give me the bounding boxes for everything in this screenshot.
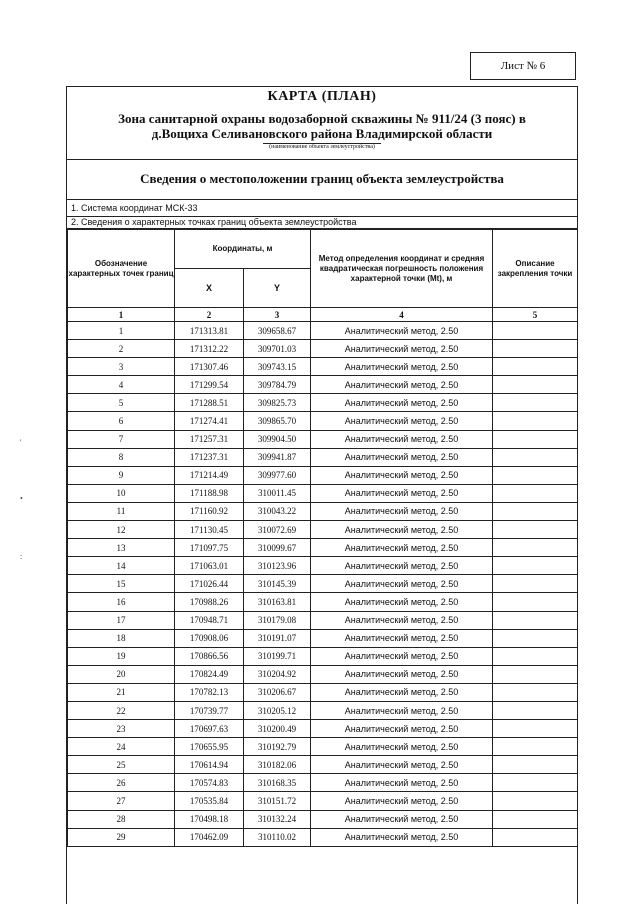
header-point: Обозначение характерных точек границ bbox=[68, 230, 175, 308]
y-coordinate-cell: 310199.71 bbox=[244, 647, 311, 665]
y-coordinate-cell: 309865.70 bbox=[244, 412, 311, 430]
table-row bbox=[68, 683, 578, 701]
y-coordinate-cell: 310123.96 bbox=[244, 557, 311, 575]
header-x: X bbox=[175, 269, 244, 308]
description-cell bbox=[493, 575, 578, 593]
point-number-cell: 24 bbox=[68, 738, 175, 756]
y-coordinate-cell: 309825.73 bbox=[244, 394, 311, 412]
table-row bbox=[68, 720, 578, 738]
table-row bbox=[68, 774, 578, 792]
method-cell: Аналитический метод, 2.50 bbox=[311, 448, 493, 466]
column-number: 3 bbox=[244, 308, 311, 322]
y-coordinate-cell: 310132.24 bbox=[244, 810, 311, 828]
description-cell bbox=[493, 539, 578, 557]
description-cell bbox=[493, 810, 578, 828]
column-number: 2 bbox=[175, 308, 244, 322]
x-coordinate-cell: 170988.26 bbox=[175, 593, 244, 611]
x-coordinate-cell: 171313.81 bbox=[175, 322, 244, 340]
x-coordinate-cell: 171097.75 bbox=[175, 539, 244, 557]
description-cell bbox=[493, 557, 578, 575]
point-number-cell: 15 bbox=[68, 575, 175, 593]
table-row bbox=[68, 611, 578, 629]
description-cell bbox=[493, 828, 578, 846]
point-number-cell: 22 bbox=[68, 701, 175, 719]
coordinates-table bbox=[67, 229, 578, 847]
description-cell bbox=[493, 774, 578, 792]
x-coordinate-cell: 171312.22 bbox=[175, 340, 244, 358]
subtitle-line-2: д.Вощиха Селивановского района Владимирской области bbox=[151, 126, 493, 141]
y-coordinate-cell: 309784.79 bbox=[244, 376, 311, 394]
method-cell: Аналитический метод, 2.50 bbox=[311, 629, 493, 647]
method-cell: Аналитический метод, 2.50 bbox=[311, 647, 493, 665]
method-cell: Аналитический метод, 2.50 bbox=[311, 756, 493, 774]
column-number: 4 bbox=[311, 308, 493, 322]
description-cell bbox=[493, 629, 578, 647]
coordinate-system-line: 1. Система координат МСК-33 bbox=[67, 199, 577, 217]
table-row bbox=[68, 376, 578, 394]
table-row bbox=[68, 738, 578, 756]
y-coordinate-cell: 310168.35 bbox=[244, 774, 311, 792]
description-cell bbox=[493, 394, 578, 412]
y-coordinate-cell: 310179.08 bbox=[244, 611, 311, 629]
table-row bbox=[68, 484, 578, 502]
x-coordinate-cell: 170655.95 bbox=[175, 738, 244, 756]
document-frame bbox=[66, 86, 578, 904]
point-number-cell: 27 bbox=[68, 792, 175, 810]
point-number-cell: 21 bbox=[68, 683, 175, 701]
description-cell bbox=[493, 340, 578, 358]
description-cell bbox=[493, 647, 578, 665]
x-coordinate-cell: 170948.71 bbox=[175, 611, 244, 629]
method-cell: Аналитический метод, 2.50 bbox=[311, 340, 493, 358]
table-row bbox=[68, 701, 578, 719]
description-cell bbox=[493, 376, 578, 394]
point-number-cell: 11 bbox=[68, 502, 175, 520]
point-number-cell: 18 bbox=[68, 629, 175, 647]
method-cell: Аналитический метод, 2.50 bbox=[311, 738, 493, 756]
y-coordinate-cell: 310200.49 bbox=[244, 720, 311, 738]
x-coordinate-cell: 171307.46 bbox=[175, 358, 244, 376]
y-coordinate-cell: 309743.15 bbox=[244, 358, 311, 376]
y-coordinate-cell: 310043.22 bbox=[244, 502, 311, 520]
point-number-cell: 1 bbox=[68, 322, 175, 340]
description-cell bbox=[493, 701, 578, 719]
table-row bbox=[68, 665, 578, 683]
table-row bbox=[68, 557, 578, 575]
method-cell: Аналитический метод, 2.50 bbox=[311, 774, 493, 792]
table-row bbox=[68, 647, 578, 665]
y-coordinate-cell: 309941.87 bbox=[244, 448, 311, 466]
y-coordinate-cell: 310206.67 bbox=[244, 683, 311, 701]
description-cell bbox=[493, 738, 578, 756]
description-cell bbox=[493, 720, 578, 738]
table-row bbox=[68, 629, 578, 647]
table-body bbox=[68, 322, 578, 847]
sheet-number: Лист № 6 bbox=[500, 60, 546, 72]
table-row bbox=[68, 466, 578, 484]
method-cell: Аналитический метод, 2.50 bbox=[311, 828, 493, 846]
description-cell bbox=[493, 683, 578, 701]
table-row bbox=[68, 810, 578, 828]
x-coordinate-cell: 170739.77 bbox=[175, 701, 244, 719]
point-number-cell: 2 bbox=[68, 340, 175, 358]
y-coordinate-cell: 310011.45 bbox=[244, 484, 311, 502]
description-cell bbox=[493, 665, 578, 683]
method-cell: Аналитический метод, 2.50 bbox=[311, 376, 493, 394]
description-cell bbox=[493, 358, 578, 376]
method-cell: Аналитический метод, 2.50 bbox=[311, 484, 493, 502]
method-cell: Аналитический метод, 2.50 bbox=[311, 575, 493, 593]
description-cell bbox=[493, 448, 578, 466]
y-coordinate-cell: 310204.92 bbox=[244, 665, 311, 683]
x-coordinate-cell: 171160.92 bbox=[175, 502, 244, 520]
scan-mark-1: ' bbox=[20, 438, 22, 447]
x-coordinate-cell: 171288.51 bbox=[175, 394, 244, 412]
x-coordinate-cell: 170697.63 bbox=[175, 720, 244, 738]
section-title: Сведения о местоположении границ объекта землеустройства bbox=[67, 159, 577, 200]
description-cell bbox=[493, 593, 578, 611]
point-number-cell: 19 bbox=[68, 647, 175, 665]
object-caption bbox=[67, 144, 577, 150]
method-cell: Аналитический метод, 2.50 bbox=[311, 665, 493, 683]
method-cell: Аналитический метод, 2.50 bbox=[311, 683, 493, 701]
table-row bbox=[68, 430, 578, 448]
method-cell: Аналитический метод, 2.50 bbox=[311, 412, 493, 430]
table-row bbox=[68, 521, 578, 539]
x-coordinate-cell: 170574.83 bbox=[175, 774, 244, 792]
point-number-cell: 6 bbox=[68, 412, 175, 430]
x-coordinate-cell: 170462.09 bbox=[175, 828, 244, 846]
method-cell: Аналитический метод, 2.50 bbox=[311, 322, 493, 340]
method-cell: Аналитический метод, 2.50 bbox=[311, 557, 493, 575]
x-coordinate-cell: 170535.84 bbox=[175, 792, 244, 810]
y-coordinate-cell: 309904.50 bbox=[244, 430, 311, 448]
table-row bbox=[68, 756, 578, 774]
x-coordinate-cell: 171214.49 bbox=[175, 466, 244, 484]
document-subtitle bbox=[67, 111, 577, 141]
description-cell bbox=[493, 322, 578, 340]
header-description: Описание закрепления точки bbox=[493, 230, 578, 308]
x-coordinate-cell: 170824.49 bbox=[175, 665, 244, 683]
method-cell: Аналитический метод, 2.50 bbox=[311, 430, 493, 448]
description-cell bbox=[493, 430, 578, 448]
point-number-cell: 9 bbox=[68, 466, 175, 484]
point-number-cell: 25 bbox=[68, 756, 175, 774]
column-number: 1 bbox=[68, 308, 175, 322]
y-coordinate-cell: 309701.03 bbox=[244, 340, 311, 358]
description-cell bbox=[493, 521, 578, 539]
description-cell bbox=[493, 502, 578, 520]
x-coordinate-cell: 170498.18 bbox=[175, 810, 244, 828]
table-row bbox=[68, 539, 578, 557]
method-cell: Аналитический метод, 2.50 bbox=[311, 810, 493, 828]
method-cell: Аналитический метод, 2.50 bbox=[311, 394, 493, 412]
y-coordinate-cell: 310151.72 bbox=[244, 792, 311, 810]
point-number-cell: 17 bbox=[68, 611, 175, 629]
point-number-cell: 7 bbox=[68, 430, 175, 448]
y-coordinate-cell: 310099.67 bbox=[244, 539, 311, 557]
x-coordinate-cell: 171188.98 bbox=[175, 484, 244, 502]
y-coordinate-cell: 309977.60 bbox=[244, 466, 311, 484]
y-coordinate-cell: 310163.81 bbox=[244, 593, 311, 611]
point-number-cell: 14 bbox=[68, 557, 175, 575]
header-coordinates: Координаты, м bbox=[175, 230, 311, 269]
table-row bbox=[68, 394, 578, 412]
x-coordinate-cell: 171130.45 bbox=[175, 521, 244, 539]
point-number-cell: 28 bbox=[68, 810, 175, 828]
y-coordinate-cell: 310072.69 bbox=[244, 521, 311, 539]
point-number-cell: 4 bbox=[68, 376, 175, 394]
point-number-cell: 12 bbox=[68, 521, 175, 539]
x-coordinate-cell: 170782.13 bbox=[175, 683, 244, 701]
document-header bbox=[67, 87, 577, 160]
table-row bbox=[68, 340, 578, 358]
method-cell: Аналитический метод, 2.50 bbox=[311, 611, 493, 629]
point-number-cell: 3 bbox=[68, 358, 175, 376]
x-coordinate-cell: 170866.56 bbox=[175, 647, 244, 665]
document-title: КАРТА (ПЛАН) bbox=[267, 89, 377, 104]
table-row bbox=[68, 412, 578, 430]
sheet-number-box bbox=[470, 52, 576, 80]
description-cell bbox=[493, 484, 578, 502]
table-row bbox=[68, 828, 578, 846]
point-number-cell: 5 bbox=[68, 394, 175, 412]
point-number-cell: 20 bbox=[68, 665, 175, 683]
scan-mark-2: • bbox=[20, 494, 23, 503]
x-coordinate-cell: 171299.54 bbox=[175, 376, 244, 394]
point-number-cell: 16 bbox=[68, 593, 175, 611]
point-number-cell: 8 bbox=[68, 448, 175, 466]
method-cell: Аналитический метод, 2.50 bbox=[311, 502, 493, 520]
x-coordinate-cell: 171257.31 bbox=[175, 430, 244, 448]
header-method: Метод определения координат и средняя квадратическая погрешность положения характерной точки (Mt), м bbox=[311, 230, 493, 308]
description-cell bbox=[493, 412, 578, 430]
method-cell: Аналитический метод, 2.50 bbox=[311, 466, 493, 484]
x-coordinate-cell: 171237.31 bbox=[175, 448, 244, 466]
description-cell bbox=[493, 611, 578, 629]
method-cell: Аналитический метод, 2.50 bbox=[311, 539, 493, 557]
description-cell bbox=[493, 466, 578, 484]
y-coordinate-cell: 310182.06 bbox=[244, 756, 311, 774]
point-number-cell: 10 bbox=[68, 484, 175, 502]
column-number: 5 bbox=[493, 308, 578, 322]
description-cell bbox=[493, 756, 578, 774]
table-row bbox=[68, 322, 578, 340]
method-cell: Аналитический метод, 2.50 bbox=[311, 593, 493, 611]
y-coordinate-cell: 309658.67 bbox=[244, 322, 311, 340]
table-row bbox=[68, 358, 578, 376]
scan-mark-3: : bbox=[20, 552, 23, 561]
x-coordinate-cell: 170614.94 bbox=[175, 756, 244, 774]
x-coordinate-cell: 171026.44 bbox=[175, 575, 244, 593]
point-number-cell: 26 bbox=[68, 774, 175, 792]
header-y: Y bbox=[244, 269, 311, 308]
table-row bbox=[68, 502, 578, 520]
subtitle-line-1: Зона санитарной охраны водозаборной скважины № 911/24 (3 пояс) в bbox=[118, 111, 526, 126]
method-cell: Аналитический метод, 2.50 bbox=[311, 701, 493, 719]
method-cell: Аналитический метод, 2.50 bbox=[311, 358, 493, 376]
point-number-cell: 23 bbox=[68, 720, 175, 738]
y-coordinate-cell: 310110.02 bbox=[244, 828, 311, 846]
points-info-line: 2. Сведения о характерных точках границ объекта землеустройства bbox=[67, 217, 577, 229]
x-coordinate-cell: 170908.06 bbox=[175, 629, 244, 647]
x-coordinate-cell: 171274.41 bbox=[175, 412, 244, 430]
x-coordinate-cell: 171063.01 bbox=[175, 557, 244, 575]
object-caption-text: (наименование объекта землеустройства) bbox=[263, 143, 381, 150]
y-coordinate-cell: 310192.79 bbox=[244, 738, 311, 756]
y-coordinate-cell: 310205.12 bbox=[244, 701, 311, 719]
method-cell: Аналитический метод, 2.50 bbox=[311, 720, 493, 738]
table-row bbox=[68, 448, 578, 466]
description-cell bbox=[493, 792, 578, 810]
y-coordinate-cell: 310191.07 bbox=[244, 629, 311, 647]
y-coordinate-cell: 310145.39 bbox=[244, 575, 311, 593]
table-row bbox=[68, 593, 578, 611]
method-cell: Аналитический метод, 2.50 bbox=[311, 521, 493, 539]
table-row bbox=[68, 575, 578, 593]
point-number-cell: 29 bbox=[68, 828, 175, 846]
point-number-cell: 13 bbox=[68, 539, 175, 557]
table-row bbox=[68, 792, 578, 810]
method-cell: Аналитический метод, 2.50 bbox=[311, 792, 493, 810]
